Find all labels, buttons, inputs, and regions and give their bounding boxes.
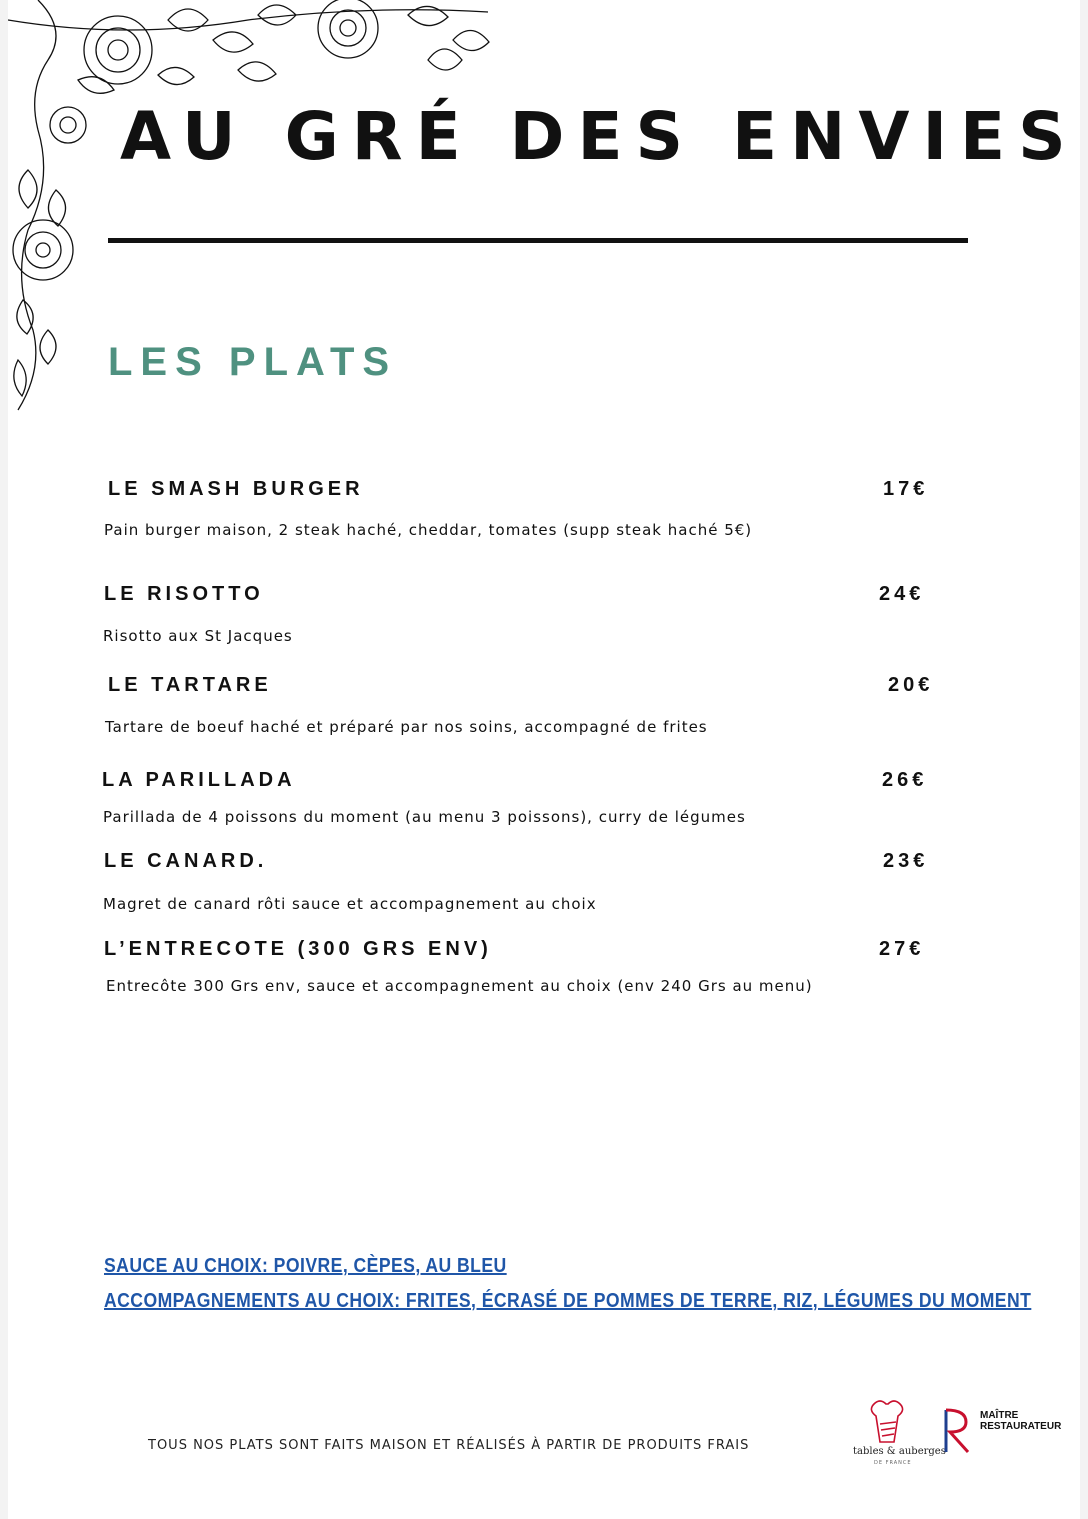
- dish-name: LE SMASH BURGER: [108, 478, 364, 500]
- dish-description: Magret de canard rôti sauce et accompagnement au choix: [103, 895, 597, 913]
- dish-price: 20€: [888, 674, 934, 696]
- dish-name: LE CANARD.: [104, 850, 268, 872]
- dish-name: LE RISOTTO: [104, 583, 264, 605]
- maitre-line: MAÎTRE: [980, 1410, 1019, 1421]
- dish-name: LA PARILLADA: [102, 769, 296, 791]
- dish-description: Tartare de boeuf haché et préparé par nos soins, accompagné de frites: [105, 718, 708, 736]
- section-title: LES PLATS: [108, 340, 398, 384]
- dish-price: 24€: [879, 583, 925, 605]
- dish-description: Risotto aux St Jacques: [103, 627, 293, 645]
- dish-price: 23€: [883, 850, 929, 872]
- dish-description: Parillada de 4 poissons du moment (au menu 3 poissons), curry de légumes: [103, 808, 746, 826]
- dish-price: 26€: [882, 769, 928, 791]
- dish-price: 17€: [883, 478, 929, 500]
- sauce-choice-link[interactable]: SAUCE AU CHOIX: POIVRE, CÈPES, AU BLEU: [104, 1255, 507, 1277]
- dish-name: L’ENTRECOTE (300 GRS ENV): [104, 938, 492, 960]
- title-divider: [108, 238, 968, 243]
- dish-description: Entrecôte 300 Grs env, sauce et accompagnement au choix (env 240 Grs au menu): [106, 977, 813, 995]
- dish-name: LE TARTARE: [108, 674, 272, 696]
- sides-choice-link[interactable]: ACCOMPAGNEMENTS AU CHOIX: FRITES, ÉCRASÉ DE POMMES DE TERRE, RIZ, LÉGUMES DU MOMENT: [104, 1290, 1032, 1312]
- dish-description: Pain burger maison, 2 steak haché, cheddar, tomates (supp steak haché 5€): [104, 521, 753, 539]
- page-title: AU GRÉ DES ENVIES: [120, 98, 1079, 175]
- chef-hat-logo-icon: [848, 1396, 928, 1468]
- tables-auberges-logo-text: tables & auberges: [853, 1446, 946, 1457]
- dish-price: 27€: [879, 938, 925, 960]
- footer-note: TOUS NOS PLATS SONT FAITS MAISON ET RÉALISÉS À PARTIR DE PRODUITS FRAIS: [148, 1438, 750, 1453]
- menu-page: [8, 0, 1080, 1519]
- restaurateur-line: RESTAURATEUR: [980, 1421, 1062, 1432]
- tables-auberges-logo-subtext: DE FRANCE: [874, 1460, 912, 1466]
- maitre-restaurateur-logo-text: [980, 1410, 1061, 1432]
- maitre-restaurateur-logo-icon: [940, 1406, 974, 1456]
